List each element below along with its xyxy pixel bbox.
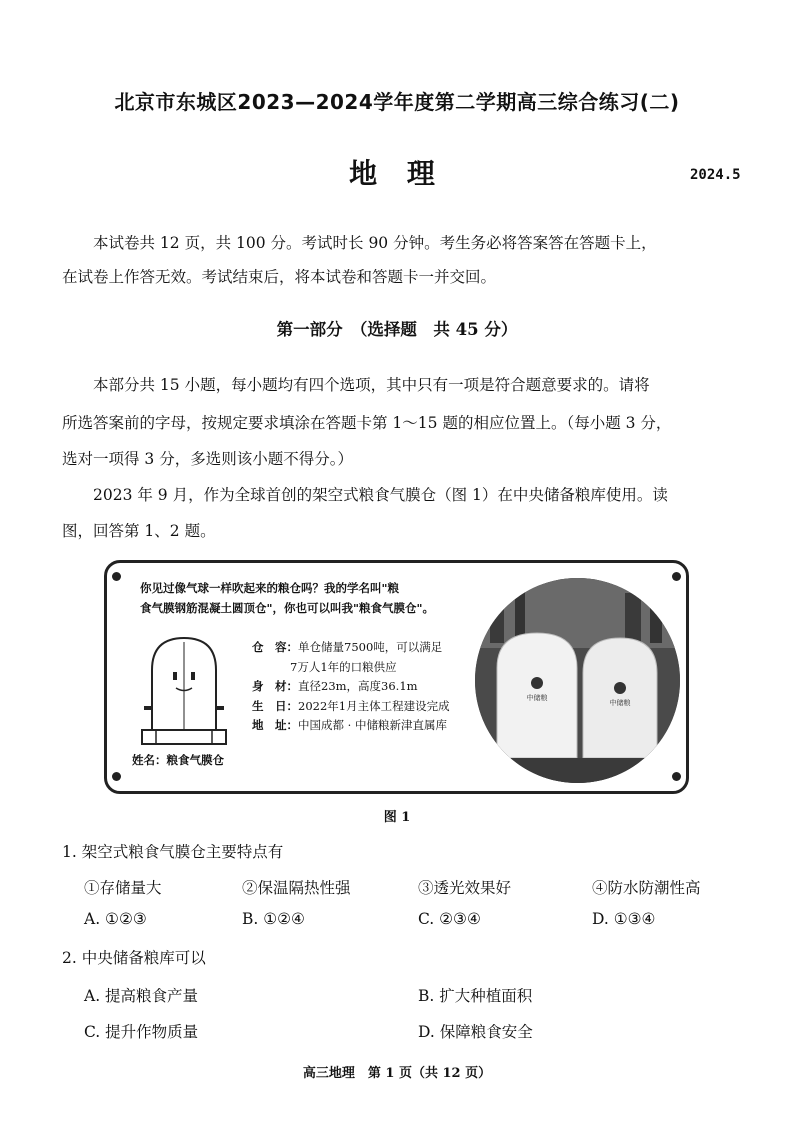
section-desc-line-2: 所选答案前的字母，按规定要求填涂在答题卡第 1～15 题的相应位置上。（每小题 3 分， (62, 414, 672, 432)
figure-name-label: 姓名：粮食气膜仓 (132, 753, 224, 767)
q1-statement-4: ④防水防潮性高 (592, 879, 701, 897)
q1-option-b: B. ①②④ (242, 910, 305, 928)
info-row-birthday: 生 日：2022年1月主体工程建设完成 (252, 698, 450, 713)
rivet-icon (672, 572, 681, 581)
instructions-line-2: 在试卷上作答无效。考试结束后，将本试卷和答题卡一并交回。 (62, 268, 497, 286)
info-row-capacity: 仓 容：单仓储量7500吨，可以满足 (252, 640, 443, 654)
info-row-size: 身 材：直径23m，高度36.1m (252, 679, 418, 693)
figure-caption: 图 1 (383, 810, 411, 825)
figure-intro-line-2: 食气膜钢筋混凝土圆顶仓"，你也可以叫我"粮食气膜仓"。 (140, 601, 434, 615)
figure-intro-line-1: 你见过像气球一样吹起来的粮仓吗？我的学名叫"粮 (140, 581, 399, 595)
section-desc-line-3: 选对一项得 3 分，多选则该小题不得分。） (62, 450, 353, 468)
q1-statement-3: ③透光效果好 (418, 879, 512, 897)
exam-title: 北京市东城区2023—2024学年度第二学期高三综合练习(二) (114, 90, 680, 114)
q2-option-c: C. 提升作物质量 (84, 1023, 199, 1041)
q2-option-a: A. 提高粮食产量 (84, 987, 199, 1005)
question-1-stem: 1. 架空式粮食气膜仓主要特点有 (62, 843, 284, 861)
section-desc-line-1: 本部分共 15 小题，每小题均有四个选项，其中只有一项是符合题意要求的。请将 (93, 376, 650, 394)
rivet-icon (672, 772, 681, 781)
rivet-icon (112, 572, 121, 581)
info-row-capacity-cont: 7万人1年的口粮供应 (290, 659, 397, 674)
silo-logo-text: 中储粮 (609, 699, 631, 707)
q1-statement-1: ①存储量大 (84, 879, 162, 897)
passage-line-1: 2023 年 9 月，作为全球首创的架空式粮食气膜仓（图 1）在中央储备粮库使用。读 (93, 486, 668, 504)
passage-line-2: 图，回答第 1、2 题。 (62, 522, 216, 540)
instructions-line-1: 本试卷共 12 页，共 100 分。考试时长 90 分钟。考生务必将答案答在答题卡上， (93, 234, 657, 252)
q2-option-d: D. 保障粮食安全 (418, 1023, 533, 1041)
silo-photo (475, 578, 680, 783)
silo-photo-image (475, 578, 680, 783)
question-2-stem: 2. 中央储备粮库可以 (62, 949, 206, 967)
info-row-address: 地 址：中国成都 · 中储粮新津直属库 (252, 718, 447, 732)
silo-mascot-icon (134, 630, 234, 748)
figure-intro (140, 578, 470, 618)
q1-option-c: C. ②③④ (418, 910, 481, 928)
q1-statement-2: ②保温隔热性强 (242, 879, 351, 897)
q1-option-d: D. ①③④ (592, 910, 656, 928)
silo-logo-text: 中储粮 (526, 694, 548, 702)
exam-date: 2024.5 (690, 167, 741, 183)
q1-option-a: A. ①②③ (84, 910, 147, 928)
q2-option-b: B. 扩大种植面积 (418, 987, 533, 1005)
rivet-icon (112, 772, 121, 781)
section-heading: 第一部分 （选择题 共 45 分） (276, 320, 518, 339)
page-footer: 高三地理 第 1 页（共 12 页） (302, 1066, 492, 1081)
subject-title: 地 理 (349, 157, 445, 190)
figure-info-list (252, 638, 487, 736)
